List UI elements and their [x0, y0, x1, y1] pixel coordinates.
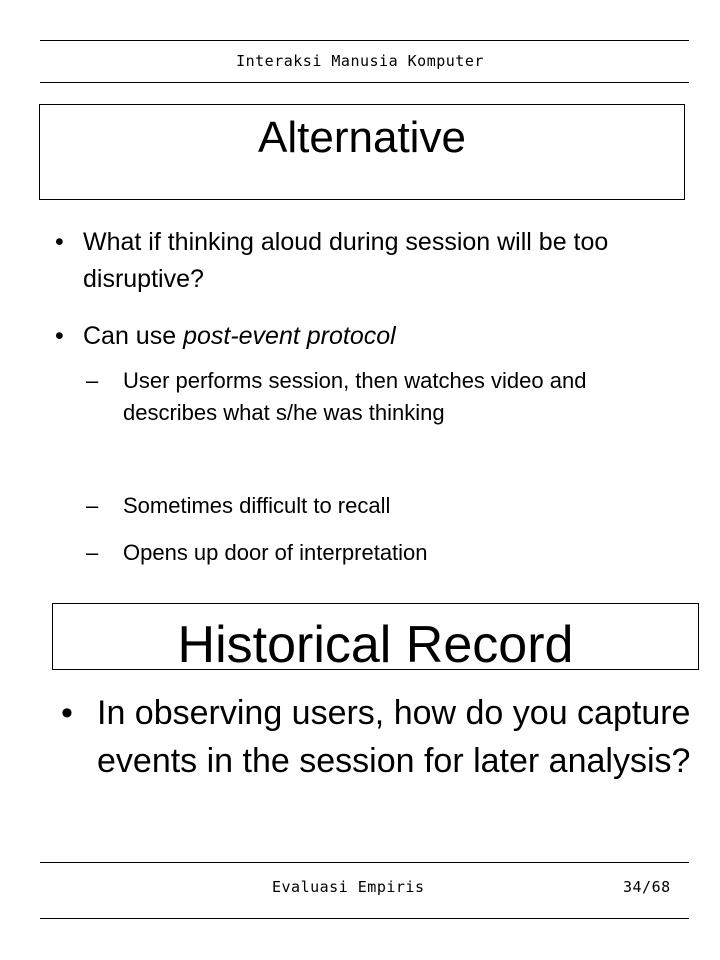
header-rule-bottom	[40, 82, 689, 83]
page-number: 34/68	[623, 878, 671, 896]
bullet-dot: •	[61, 694, 73, 732]
footer-rule-bottom	[40, 918, 689, 919]
dash-mark: –	[86, 540, 99, 565]
bullet-text: What if thinking aloud during session will be too disruptive?	[83, 228, 609, 293]
section1-subbullet-1	[86, 365, 623, 429]
subbullet-text: User performs session, then watches video and describes what s/he was thinking	[123, 368, 587, 425]
header-rule-top	[40, 40, 689, 41]
section2-title-box	[52, 603, 699, 674]
bullet-prefix: Can use	[83, 322, 184, 350]
section1-subbullet-3	[86, 537, 623, 569]
dash-mark: –	[86, 493, 99, 518]
footer-label: Evaluasi Empiris	[272, 878, 425, 896]
bullet-dot: •	[55, 322, 64, 350]
section1-title-box	[39, 104, 685, 200]
section1-bullet-2	[55, 318, 643, 355]
header-title: Interaksi Manusia Komputer	[236, 52, 484, 70]
section2-title: Historical Record	[177, 615, 574, 674]
dash-mark: –	[86, 368, 99, 393]
bullet-text: In observing users, how do you capture events in the session for later analysis?	[97, 694, 691, 780]
subbullet-text: Opens up door of interpretation	[123, 540, 428, 565]
section1-bullet-1	[55, 224, 643, 298]
bullet-emphasis: post-event protocol	[183, 322, 396, 350]
section2-bullet-1	[61, 689, 697, 785]
subbullet-text: Sometimes difficult to recall	[123, 493, 391, 518]
section1-title: Alternative	[258, 113, 466, 162]
section1-subbullet-2	[86, 490, 623, 522]
footer-rule-top	[40, 862, 689, 863]
bullet-dot: •	[55, 228, 64, 256]
